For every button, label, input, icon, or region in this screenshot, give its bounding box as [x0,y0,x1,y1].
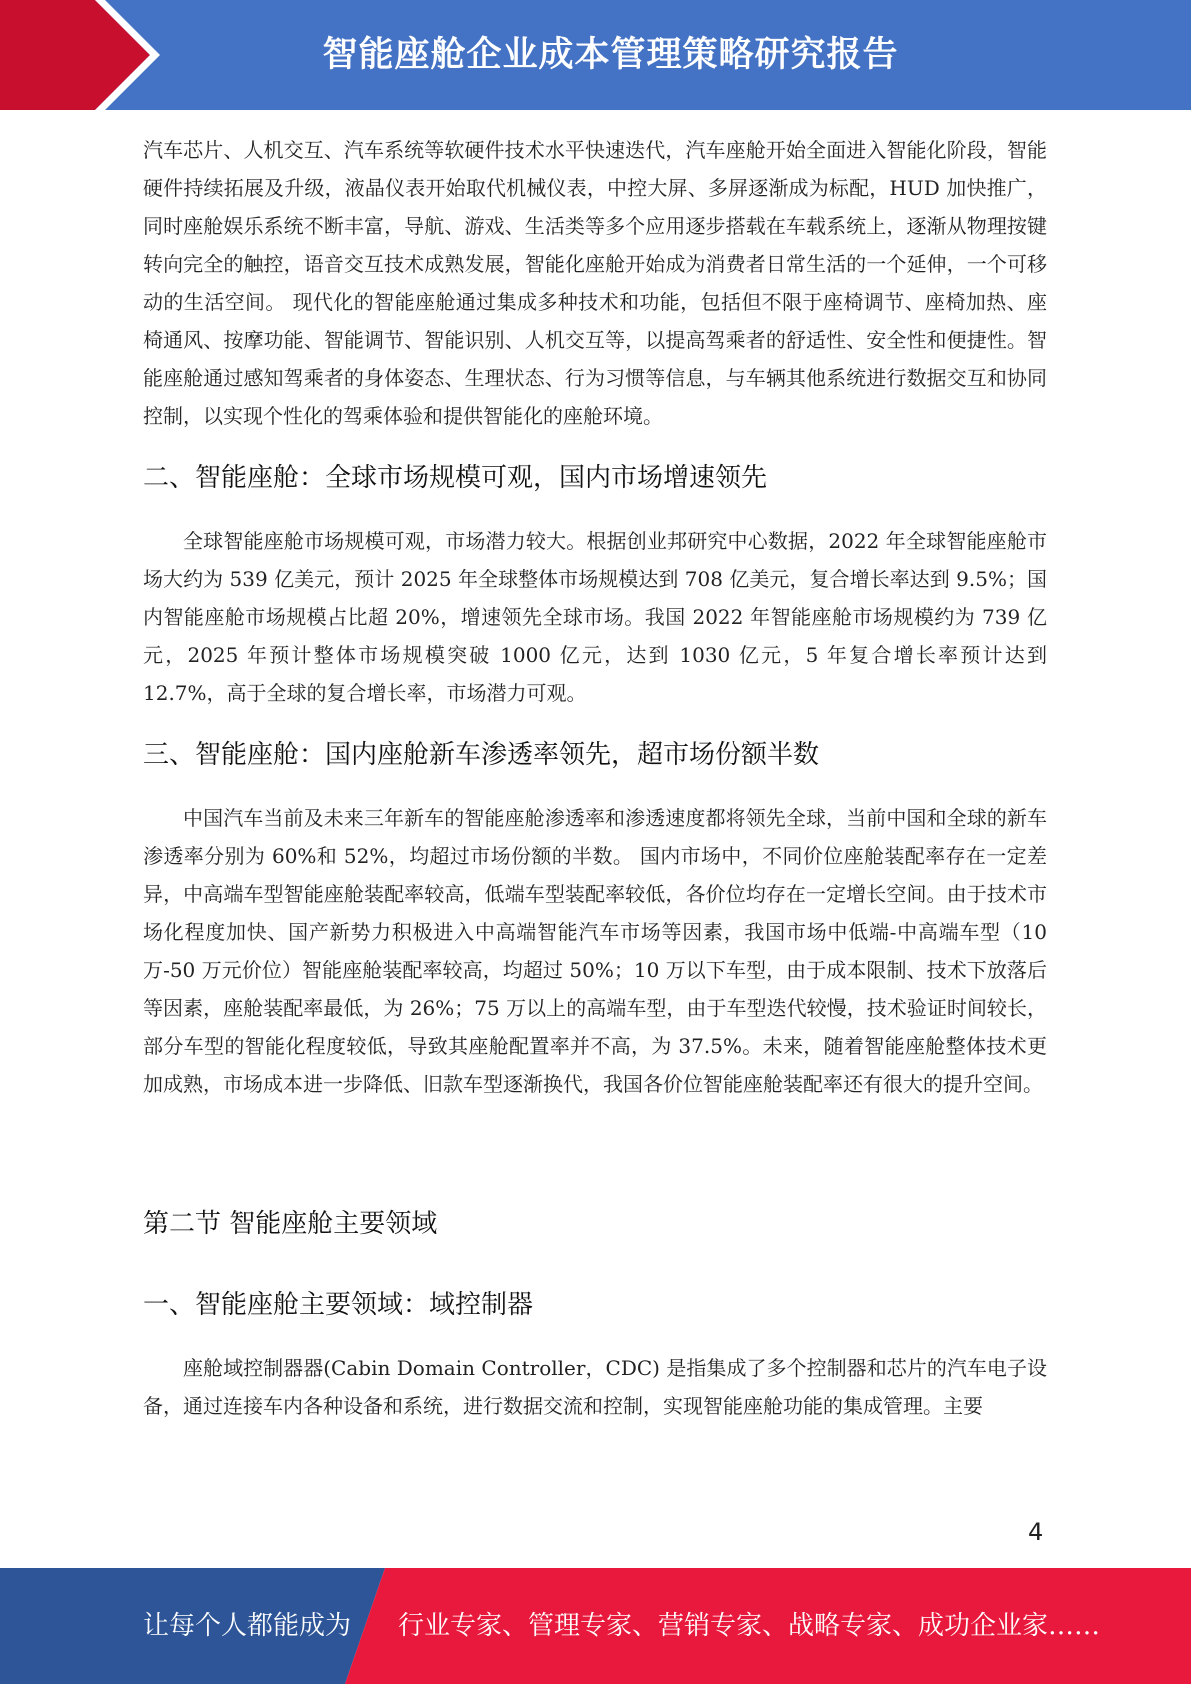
page-footer [0,1568,1191,1684]
paragraph-market-scale: 全球智能座舱市场规模可观，市场潜力较大。根据创业邦研究中心数据，2022 年全球智能座舱市场大约为 539 亿美元，预计 2025 年全球整体市场规模达到 708 亿美元，复合增长率达到 9.5%；国内智能座舱市场规模占比超 20%，增速领先全球市场。我国 2022 年智能座舱市场规模约为 739 亿元，2025 年预计整体市场规模突破 1000 亿元，达到 1030 亿元，5 年复合增长率预计达到 12.7%，高于全球的复合增长率，市场潜力可观。 [143,529,1047,705]
heading-domain-controller: 一、智能座舱主要领域：域控制器 [143,1290,534,1320]
page-header [0,0,1191,110]
intro-paragraph: 汽车芯片、人机交互、汽车系统等软硬件技术水平快速迭代，汽车座舱开始全面进入智能化阶段，智能硬件持续拓展及升级，液晶仪表开始取代机械仪表，中控大屏、多屏逐渐成为标配，HUD 加快推广，同时座舱娱乐系统不断丰富，导航、游戏、生活类等多个应用逐步搭载在车载系统上，逐渐从物理按键转向完全的触控，语音交互技术成熟发展，智能化座舱开始成为消费者日常生活的一个延伸，一个可移动的生活空间。 现代化的智能座舱通过集成多种技术和功能，包括但不限于座椅调节、座椅加热、座椅通风、按摩功能、智能调节、智能识别、人机交互等，以提高驾乘者的舒适性、安全性和便捷性。智能座舱通过感知驾乘者的身体姿态、生理状态、行为习惯等信息，与车辆其他系统进行数据交互和协同控制，以实现个性化的驾乘体验和提供智能化的座舱环境。 [143,138,1047,428]
paragraph-penetration: 中国汽车当前及未来三年新车的智能座舱渗透率和渗透速度都将领先全球，当前中国和全球的新车渗透率分别为 60%和 52%，均超过市场份额的半数。 国内市场中，不同价位座舱装配率存在一定差异，中高端车型智能座舱装配率较高，低端车型装配率较低，各价位均存在一定增长空间。由于技术市场化程度加快、国产新势力积极进入中高端智能汽车市场等因素，我国市场中低端-中高端车型（10 万-50 万元价位）智能座舱装配率较高，均超过 50%；10 万以下车型，由于成本限制、技术下放落后等因素，座舱装配率最低，为 26%；75 万以上的高端车型，由于车型迭代较慢，技术验证时间较长，部分车型的智能化程度较低，导致其座舱配置率并不高，为 37.5%。未来，随着智能座舱整体技术更加成熟，市场成本进一步降低、旧款车型逐渐换代，我国各价位智能座舱装配率还有很大的提升空间。 [143,806,1047,1096]
paragraph-domain-controller: 座舱域控制器器(Cabin Domain Controller，CDC) 是指集成了多个控制器和芯片的汽车电子设备，通过连接车内各种设备和系统，进行数据交流和控制，实现智能座舱功能的集成管理。主要 [143,1356,1047,1418]
heading-market-scale: 二、智能座舱：全球市场规模可观，国内市场增速领先 [143,463,768,493]
heading-penetration: 三、智能座舱：国内座舱新车渗透率领先，超市场份额半数 [143,740,820,770]
footer-slogan-left: 让每个人都能成为 [143,1611,352,1641]
footer-slogan-right: 行业专家、管理专家、营销专家、战略专家、成功企业家…… [398,1611,1101,1641]
report-title: 智能座舱企业成本管理策略研究报告 [322,35,899,75]
main-content [143,131,1047,1425]
section-title: 第二节 智能座舱主要领域 [143,1209,438,1239]
page-number: 4 [1028,1518,1044,1546]
